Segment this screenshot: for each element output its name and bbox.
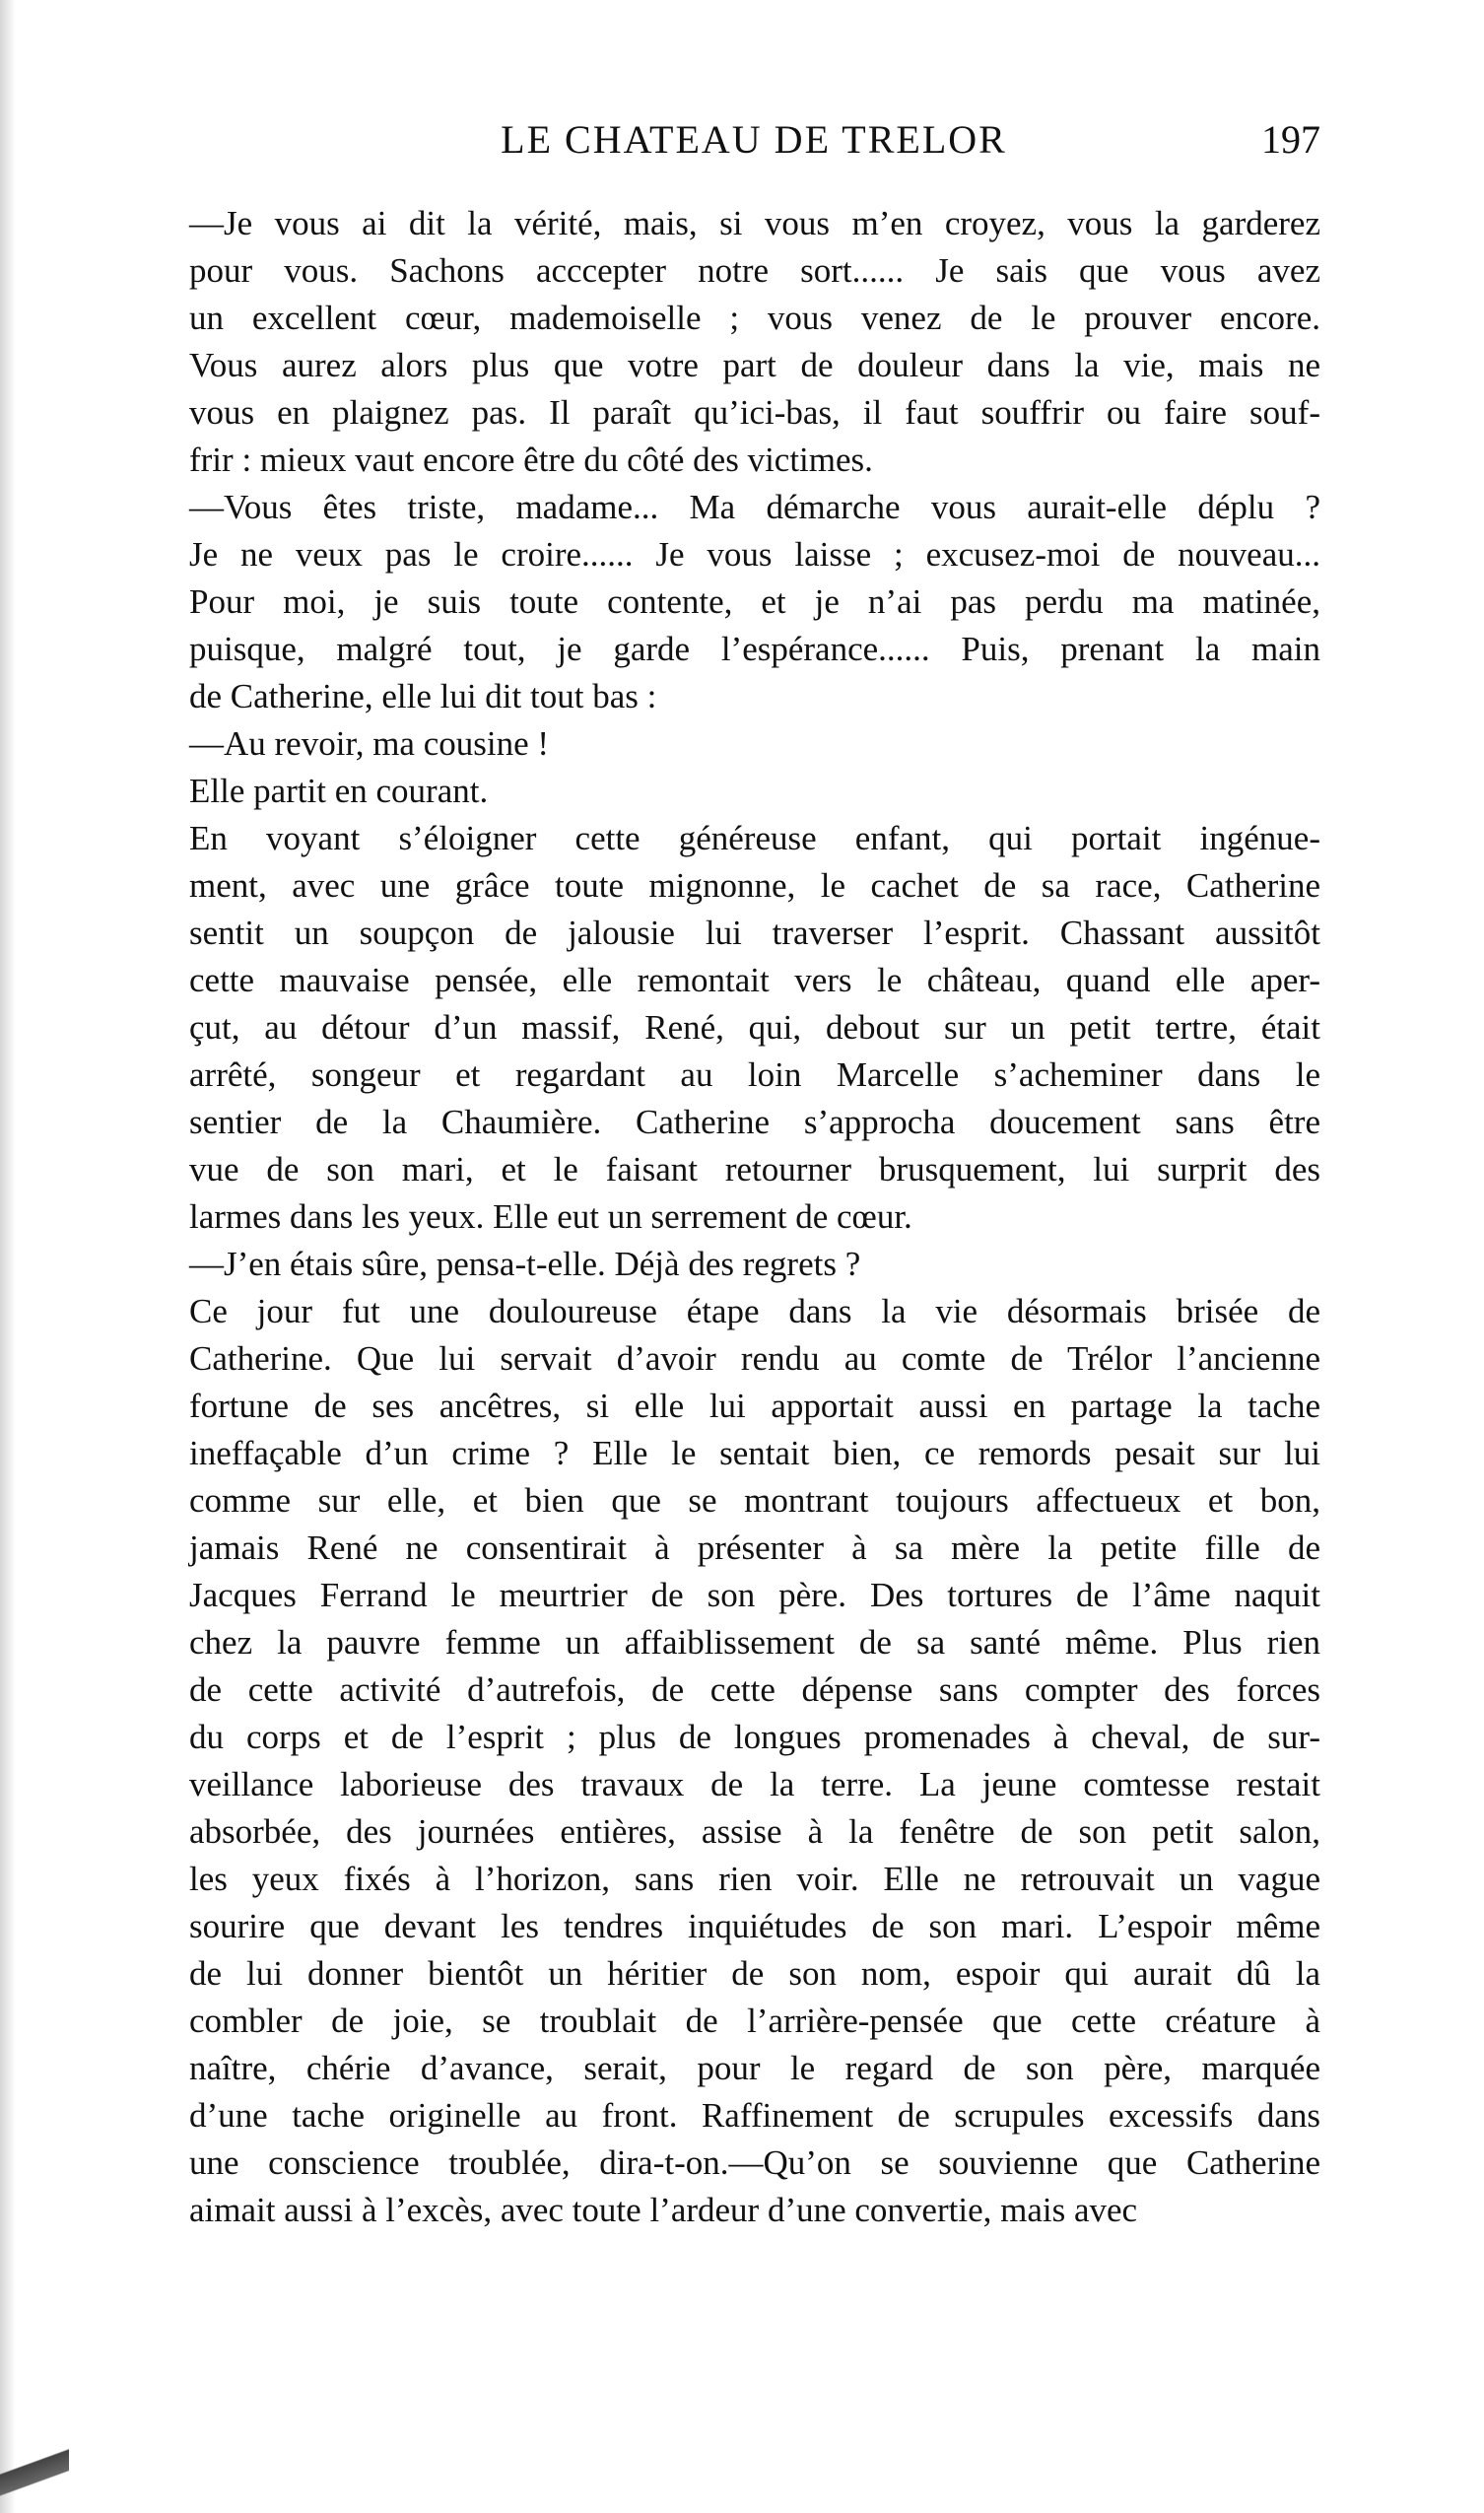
text-line: comme sur elle, et bien que se montrant toujours affectueux et bon,: [189, 1481, 1320, 1520]
text-line: puisque, malgré tout, je garde l’espérance...... Puis, prenant la main: [189, 630, 1320, 668]
text-line: vue de son mari, et le faisant retourner brusquement, lui surprit des: [189, 1150, 1320, 1189]
text-line: fortune de ses ancêtres, si elle lui apportait aussi en partage la tache: [189, 1387, 1320, 1425]
text-line: chez la pauvre femme un affaiblissement de sa santé même. Plus rien: [189, 1623, 1320, 1662]
text-line: —Vous êtes triste, madame... Ma démarche vous aurait-elle déplu ?: [189, 488, 1320, 526]
text-line: larmes dans les yeux. Elle eut un serrement de cœur.: [189, 1197, 912, 1236]
text-line: pour vous. Sachons acccepter notre sort...... Je sais que vous avez: [189, 251, 1320, 290]
text-line: frir : mieux vaut encore être du côté des victimes.: [189, 441, 873, 479]
text-line: çut, au détour d’un massif, René, qui, debout sur un petit tertre, était: [189, 1008, 1320, 1047]
text-line: les yeux fixés à l’horizon, sans rien voir. Elle ne retrouvait un vague: [189, 1860, 1320, 1898]
text-line: —Je vous ai dit la vérité, mais, si vous m’en croyez, vous la garderez: [189, 204, 1320, 242]
text-line: Vous aurez alors plus que votre part de douleur dans la vie, mais ne: [189, 346, 1320, 384]
text-line: cette mauvaise pensée, elle remontait vers le château, quand elle aper-: [189, 961, 1320, 999]
text-line: En voyant s’éloigner cette généreuse enfant, qui portait ingénue-: [189, 819, 1320, 857]
page-edge-mark: [0, 2395, 69, 2513]
body-text: [189, 200, 1320, 2234]
text-line: du corps et de l’esprit ; plus de longues promenades à cheval, de sur-: [189, 1718, 1320, 1756]
text-line: de cette activité d’autrefois, de cette dépense sans compter des forces: [189, 1670, 1320, 1709]
text-line: naître, chérie d’avance, serait, pour le regard de son père, marquée: [189, 2049, 1320, 2087]
text-line: Catherine. Que lui servait d’avoir rendu au comte de Trélor l’ancienne: [189, 1339, 1320, 1378]
page-gutter-shadow: [0, 0, 16, 2513]
text-line: jamais René ne consentirait à présenter à sa mère la petite fille de: [189, 1528, 1320, 1567]
text-line: une conscience troublée, dira-t-on.—Qu’on se souvienne que Catherine: [189, 2143, 1320, 2182]
text-line: combler de joie, se troublait de l’arrière-pensée que cette créature à: [189, 2002, 1320, 2040]
text-line: arrêté, songeur et regardant au loin Marcelle s’acheminer dans le: [189, 1055, 1320, 1094]
text-line: Ce jour fut une douloureuse étape dans la vie désormais brisée de: [189, 1292, 1320, 1330]
text-line: de Catherine, elle lui dit tout bas :: [189, 677, 657, 715]
text-line: ineffaçable d’un crime ? Elle le sentait bien, ce remords pesait sur lui: [189, 1434, 1320, 1472]
text-line: sentit un soupçon de jalousie lui traverser l’esprit. Chassant aussitôt: [189, 914, 1320, 952]
text-line: ment, avec une grâce toute mignonne, le cachet de sa race, Catherine: [189, 866, 1320, 905]
text-line: sourire que devant les tendres inquiétudes de son mari. L’espoir même: [189, 1907, 1320, 1945]
text-line: Jacques Ferrand le meurtrier de son père. Des tortures de l’âme naquit: [189, 1576, 1320, 1614]
text-line: un excellent cœur, mademoiselle ; vous venez de le prouver encore.: [189, 299, 1320, 337]
text-line: veillance laborieuse des travaux de la terre. La jeune comtesse restait: [189, 1765, 1320, 1803]
text-line: Pour moi, je suis toute contente, et je n’ai pas perdu ma matinée,: [189, 582, 1320, 621]
text-line: Elle partit en courant.: [189, 772, 489, 810]
page-number: 197: [1261, 117, 1320, 162]
text-line: de lui donner bientôt un héritier de son nom, espoir qui aurait dû la: [189, 1954, 1320, 1993]
running-title: LE CHATEAU DE TRELOR: [501, 117, 1007, 162]
text-line: aimait aussi à l’excès, avec toute l’ardeur d’une convertie, mais avec: [189, 2191, 1138, 2229]
text-line: absorbée, des journées entières, assise à la fenêtre de son petit salon,: [189, 1812, 1320, 1851]
text-line: —J’en étais sûre, pensa-t-elle. Déjà des regrets ?: [189, 1245, 861, 1283]
text-line: Je ne veux pas le croire...... Je vous laisse ; excusez-moi de nouveau...: [189, 535, 1320, 574]
text-line: d’une tache originelle au front. Raffinement de scrupules excessifs dans: [189, 2096, 1320, 2135]
page-header: [187, 116, 1320, 175]
text-line: vous en plaignez pas. Il paraît qu’ici-bas, il faut souffrir ou faire souf-: [189, 393, 1320, 432]
text-line: —Au revoir, ma cousine !: [189, 724, 550, 763]
text-line: sentier de la Chaumière. Catherine s’approcha doucement sans être: [189, 1103, 1320, 1141]
